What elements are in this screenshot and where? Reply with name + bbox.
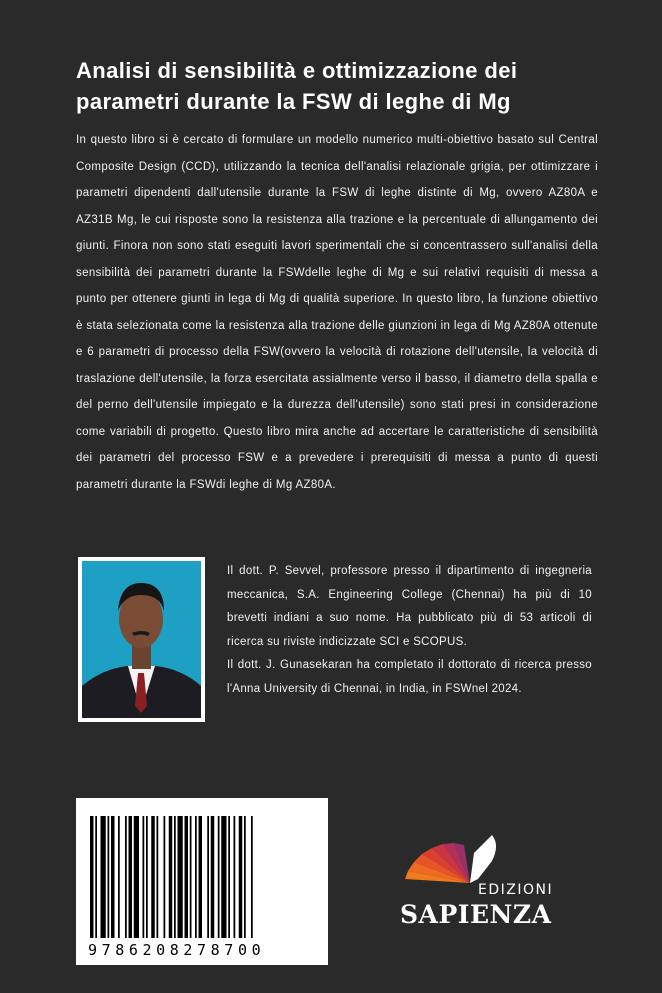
- barcode-bar: [134, 816, 139, 938]
- barcode-bar: [111, 816, 115, 938]
- barcode-bar: [251, 816, 253, 938]
- barcode-bar: [185, 816, 189, 938]
- barcode-bar: [195, 816, 197, 938]
- barcode-bar: [157, 816, 159, 938]
- barcode-bar: [190, 816, 192, 938]
- publisher-name-line2: SAPIENZA: [400, 900, 552, 929]
- barcode-bar: [146, 816, 148, 938]
- author-photo: [78, 557, 205, 722]
- barcode-bar: [221, 816, 226, 938]
- cover-text-block: [76, 55, 598, 498]
- barcode-bar: [207, 816, 209, 938]
- publisher-name-line1: EDIZIONI: [478, 882, 554, 898]
- barcode-bar: [90, 816, 94, 938]
- barcode-bar: [125, 816, 127, 938]
- barcode-bar: [178, 816, 183, 938]
- barcode-bar: [151, 816, 155, 938]
- book-title: Analisi di sensibilità e ottimizzazione dei parametri durante la FSW di leghe di Mg: [76, 58, 518, 114]
- barcode-bar: [118, 816, 120, 938]
- barcode-bar: [211, 816, 215, 938]
- barcode-bar: [108, 816, 110, 938]
- author-bio: [227, 560, 592, 701]
- isbn-number: 9786208278700: [88, 941, 266, 959]
- barcode-bar: [234, 816, 236, 938]
- barcode-bar: [164, 816, 166, 938]
- barcode-bars-icon: [90, 816, 314, 938]
- barcode-bar: [174, 816, 176, 938]
- barcode-bar: [95, 816, 97, 938]
- isbn-barcode: [76, 798, 328, 965]
- publisher-logo: [390, 835, 560, 935]
- author-bio-sevvel: Il dott. P. Sevvel, professore presso il dipartimento di ingegneria meccanica, S.A. Engineering College (Chennai) ha più di 10 brevetti indiani a suo nome. Ha pubblicato più di 53 articoli di ricerca su riviste indicizzate SCI e SCOPUS.: [227, 565, 592, 648]
- barcode-bar: [199, 816, 203, 938]
- barcode-bar: [218, 816, 220, 938]
- barcode-bar: [129, 816, 133, 938]
- barcode-bar: [228, 816, 230, 938]
- book-description: In questo libro si è cercato di formulare un modello numerico multi-obiettivo basato sul Central Composite Design (CCD), utilizzando la tecnica dell'analisi relazionale grigia, per ottimizzare i parametri dipendenti dall'utensile durante la FSW di leghe distinte di Mg, ovvero AZ80A e AZ31B Mg, le cui risposte sono la resistenza alla trazione e la percentuale di allungamento dei giunti. Finora non sono stati eseguiti lavori sperimentali che si concentrassero sull'analisi della sensibilità dei parametri durante la FSWdelle leghe di Mg e sui relativi requisiti di messa a punto per ottenere giunti in lega di Mg di qualità superiore. In questo libro, la funzione obiettivo è stata selezionata come la resistenza alla trazione delle giunzioni in lega di Mg AZ80A ottenute e 6 parametri di processo della FSW(ovvero la velocità di rotazione dell'utensile, la velocità di traslazione dell'utensile, la forza esercitata assialmente verso il basso, il diametro della spalla e del perno dell'utensile impiegato e la durezza dell'utensile) sono stati presi in considerazione come variabili di progetto. Questo libro mira anche ad accertare le caratteristiche di sensibilità dei parametri del processo FSW e a prevedere i prerequisiti di messa a punto di questi parametri durante la FSWdi leghe di Mg AZ80A.: [76, 134, 598, 491]
- author-bio-gunasekaran: Il dott. J. Gunasekaran ha completato il dottorato di ricerca presso l'Anna University di Chennai, in India, in FSWnel 2024.: [227, 659, 592, 695]
- barcode-bar: [244, 816, 246, 938]
- barcode-bar: [239, 816, 243, 938]
- barcode-bar: [169, 816, 173, 938]
- barcode-bar: [101, 816, 106, 938]
- barcode-bar: [143, 816, 145, 938]
